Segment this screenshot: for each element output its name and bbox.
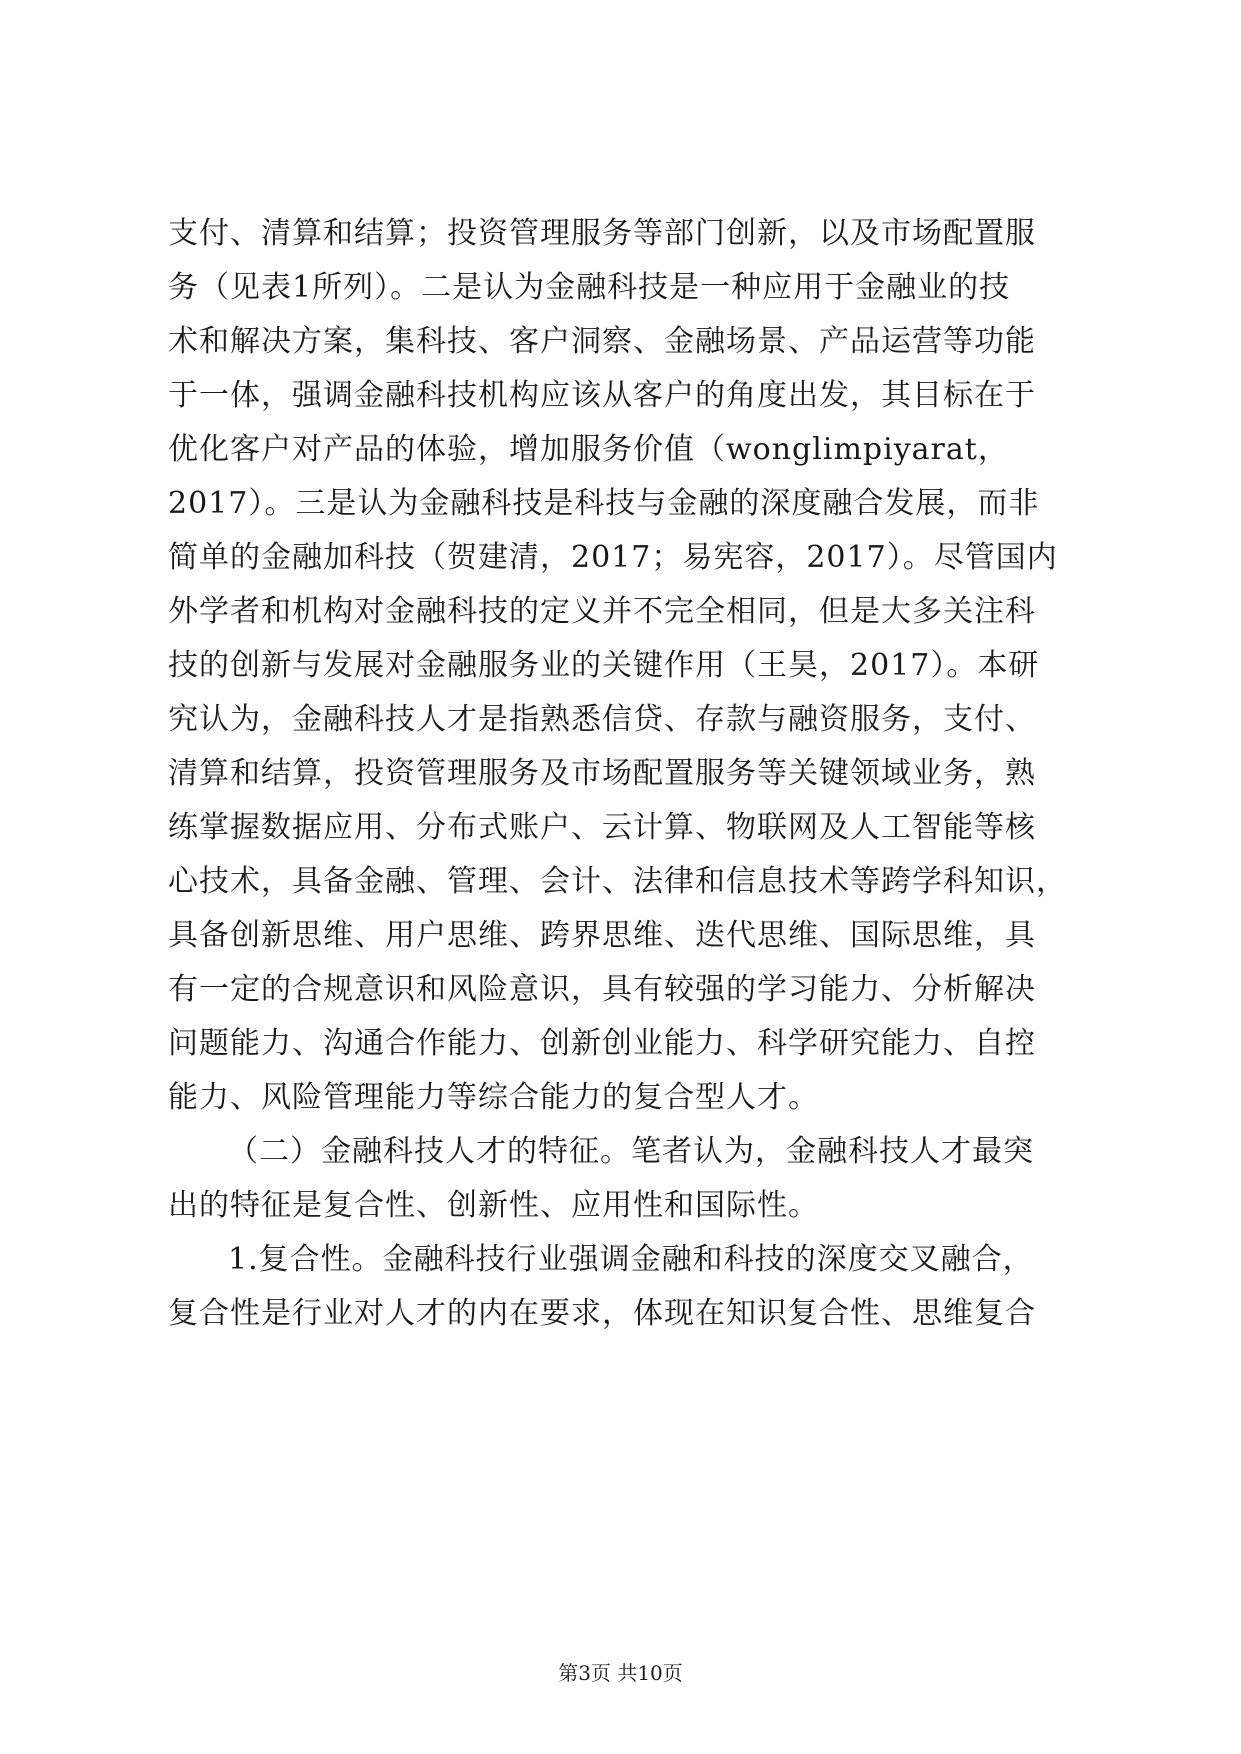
body-line-11: 清算和结算，投资管理服务及市场配置服务等关键领域业务，熟	[168, 756, 1036, 791]
body-line-5: 优化客户对产品的体验，增加服务价值（wonglimpiyarat，	[168, 432, 1009, 467]
body-line-13: 心技术，具备金融、管理、会计、法律和信息技术等跨学科知识，	[168, 864, 1067, 899]
body-line-4: 于一体，强调金融科技机构应该从客户的角度出发，其目标在于	[168, 378, 1036, 413]
body-line-6: 2017）。三是认为金融科技是科技与金融的深度融合发展，而非	[168, 486, 1040, 521]
body-line-7: 简单的金融加科技（贺建清，2017；易宪容，2017）。尽管国内	[168, 540, 1058, 575]
body-line-16: 问题能力、沟通合作能力、创新创业能力、科学研究能力、自控	[168, 1026, 1036, 1061]
body-line-19: 出的特征是复合性、创新性、应用性和国际性。	[168, 1188, 819, 1223]
body-line-10: 究认为，金融科技人才是指熟悉信贷、存款与融资服务，支付、	[168, 702, 1036, 737]
body-line-8: 外学者和机构对金融科技的定义并不完全相同，但是大多关注科	[168, 594, 1036, 629]
body-line-12: 练掌握数据应用、分布式账户、云计算、物联网及人工智能等核	[168, 810, 1036, 845]
body-line-3: 术和解决方案，集科技、客户洞察、金融场景、产品运营等功能	[168, 324, 1036, 359]
body-line-18: （二）金融科技人才的特征。笔者认为，金融科技人才最突	[228, 1134, 1034, 1169]
body-line-14: 具备创新思维、用户思维、跨界思维、迭代思维、国际思维，具	[168, 918, 1036, 953]
body-line-2: 务（见表1所列）。二是认为金融科技是一种应用于金融业的技	[168, 270, 1011, 305]
body-line-21: 复合性是行业对人才的内在要求，体现在知识复合性、思维复合	[168, 1296, 1036, 1331]
body-line-1: 支付、清算和结算；投资管理服务等部门创新，以及市场配置服	[168, 216, 1036, 251]
page-number-footer: 第3页 共10页	[558, 1661, 683, 1685]
body-line-17: 能力、风险管理能力等综合能力的复合型人才。	[168, 1080, 819, 1115]
body-line-9: 技的创新与发展对金融服务业的关键作用（王昊，2017）。本研	[168, 648, 1040, 683]
body-line-15: 有一定的合规意识和风险意识，具有较强的学习能力、分析解决	[168, 972, 1036, 1007]
body-line-20: 1.复合性。金融科技行业强调金融和科技的深度交叉融合，	[228, 1242, 1034, 1277]
